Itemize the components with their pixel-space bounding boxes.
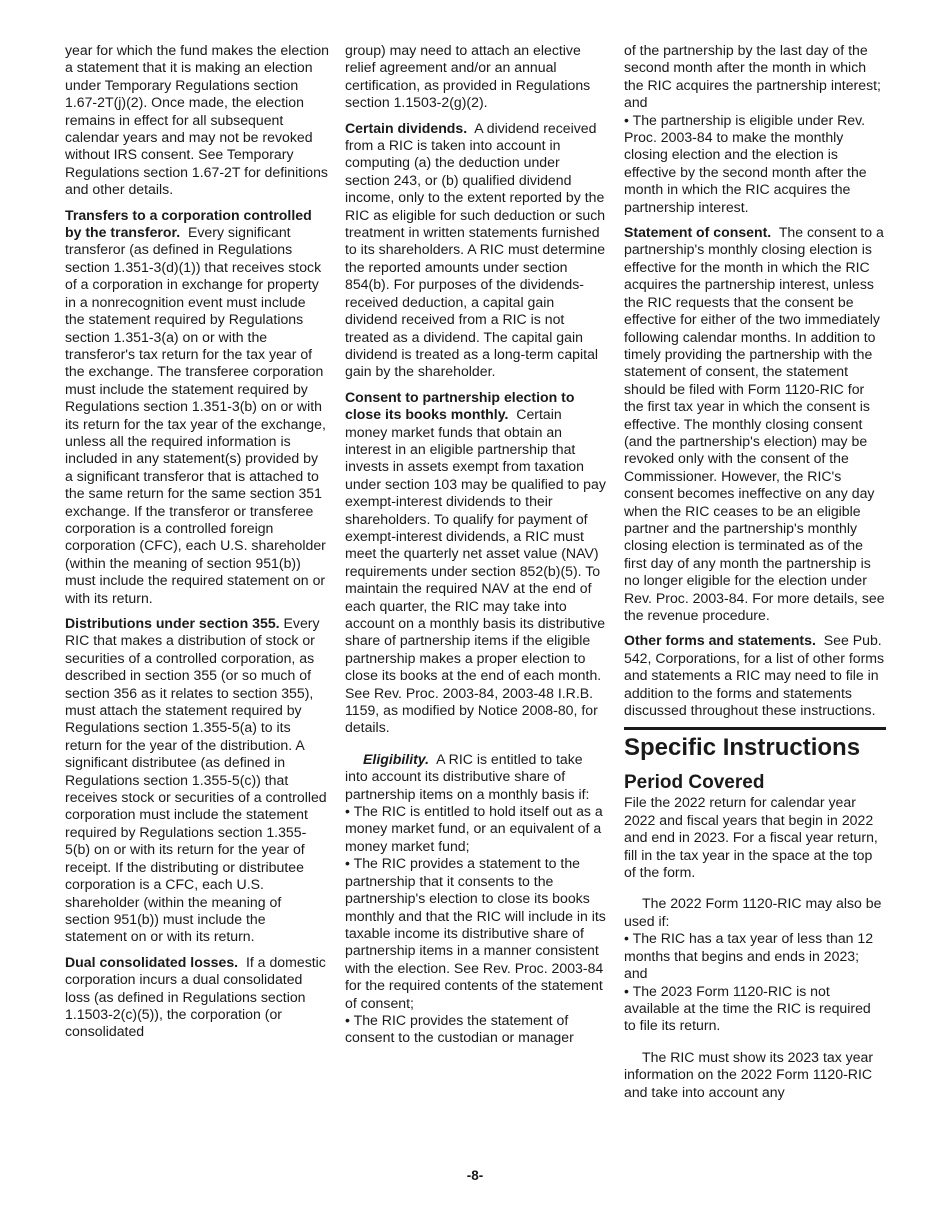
- section-heading-specific-instructions: Specific Instructions: [624, 727, 886, 762]
- heading-dual-losses: Dual consolidated losses.: [65, 953, 239, 970]
- paragraph-distributions: [65, 615, 329, 946]
- heading-transfers: Transfers to a corporation controlled by the transferor.: [65, 206, 312, 241]
- bullet-item: • The 2023 Form 1120-RIC is not available at the time the RIC is required to file its return.: [624, 982, 871, 1034]
- paragraph-other-forms: [624, 632, 886, 719]
- bullet-text: The RIC provides the statement of consent to the custodian or manager: [345, 1011, 574, 1046]
- bullet-item: • The RIC provides a statement to the partnership that it consents to the partnership's election to close its books monthly and that the RIC will include in its taxable income its distributive share of partnership items in a manner consistent with the election. See Rev. Proc. 2003-84 for the required contents of the statement of consent;: [345, 855, 606, 1011]
- heading-statement-consent: Statement of consent.: [624, 224, 772, 241]
- heading-certain-dividends: Certain dividends.: [345, 119, 468, 136]
- bullet-item: • The RIC has a tax year of less than 12 months that begins and ends in 2023; and: [624, 930, 874, 982]
- column-middle: [345, 42, 607, 1047]
- paragraph-transfers: [65, 207, 329, 607]
- paragraph-period-covered: File the 2022 return for calendar year 2022 and fiscal years that begin in 2022 and end in 2023. For a fiscal year return, fill in the tax year in the space at the top of the form.: [624, 794, 878, 881]
- heading-other-forms: Other forms and statements.: [624, 632, 816, 649]
- certain-dividends-body: A dividend received from a RIC is taken into account in computing (a) the deduction under section 243, or (b) qualified dividend income, only to the extent reported by the RIC as eligible for such deduction or such treatment in written statements furnished to its shareholders. A RIC must determine the reported amounts under section 854(b). For purposes of the dividends-received deduction, a capital gain dividend received from a RIC is not treated as a dividend. The capital gain dividend is treated as a long-term capital gain by the shareholder.: [345, 119, 606, 380]
- column-left: [65, 42, 329, 1049]
- bullet-text: The 2023 Form 1120-RIC is not available at the time the RIC is required to file its return.: [624, 982, 871, 1034]
- paragraph-relief-agreement: group) may need to attach an elective relief agreement and/or an annual certification, as provided in Regulations section 1.1503-2(g)(2).: [345, 42, 591, 111]
- heading-eligibility: Eligibility.: [363, 750, 430, 767]
- paragraph-certain-dividends: [345, 120, 607, 381]
- dual-losses-body: If a domestic corporation incurs a dual consolidated loss (as defined in Regulations section 1.1503-2(c)(5)), the corporation (or consolidated: [65, 953, 326, 1040]
- statement-consent-body: The consent to a partnership's monthly closing election is effective for the month in which the RIC acquires the partnership interest, unless the RIC requests that the consent be effective for either of the two immediately following calendar months. In addition to timely providing the partnership with the statement of consent, the statement should be filed with Form 1120-RIC for the first tax year in which the consent is effective. The monthly closing consent (and the partnership's election) may be revoked only with the consent of the Commissioner. However, the RIC's consent becomes ineffective on any day when the RIC ceases to be an eligible partner and the partnership's monthly closing election is terminated as of the first day of any month the partnership is no longer eligible for the election under Rev. Proc. 2003-84. For more details, see the revenue procedure.: [624, 224, 885, 623]
- paragraph-consent-partnership: [345, 389, 607, 737]
- bullet-item: • The partnership is eligible under Rev. Proc. 2003-84 to make the monthly closing election and the election is effective by the second month after the month in which the RIC acquires the partnership interest.: [624, 111, 867, 215]
- paragraph-also-used: The 2022 Form 1120-RIC may also be used if:: [624, 895, 882, 929]
- bullet-text: The RIC provides a statement to the partnership that it consents to the partnership's election to close its books monthly and that the RIC will include in its taxable income its distributive share of partnership items in a manner consistent with the election. See Rev. Proc. 2003-84 for the required contents of the statement of consent;: [345, 855, 606, 1011]
- transfers-body: Every significant transferor (as defined in Regulations section 1.351-3(d)(1)) that receives stock of a corporation in exchange for property in a nonrecognition event must include the statement required by Regulations section 1.351-3(a) on or with the transferor's tax return for the tax year of the exchange. The transferee corporation must include the statement required by Regulations section 1.351-3(b) on or with its return for the tax year of the exchange, unless all the required information is included in any statement(s) provided by a significant transferor that is attached to the same return for the same section 351 exchange. If the transferor or transferee corporation is a controlled foreign corporation (CFC), each U.S. shareholder (within the meaning of section 951(b)) must include the required statement on or with its return.: [65, 224, 326, 606]
- bullet-item: • The RIC is entitled to hold itself out as a money market fund, or an equivalent of a money market fund;: [345, 803, 603, 854]
- bullet-text: The RIC is entitled to hold itself out as a money market fund, or an equivalent of a money market fund;: [345, 803, 603, 854]
- subheading-period-covered: Period Covered: [624, 772, 765, 794]
- paragraph-statement-consent: [624, 224, 886, 624]
- heading-distributions: Distributions under section 355.: [65, 615, 280, 631]
- consent-partnership-body: Certain money market funds that obtain an interest in an eligible partnership that invests in assets exempt from taxation under section 103 may be qualified to pay exempt-interest dividends to their shareholders. To qualify for payment of exempt-interest dividends, a RIC must meet the quarterly net asset value (NAV) requirements under section 852(b)(5). To maintain the required NAV at the end of each quarter, the RIC may take into account on a monthly basis its distributive share of partnership items if the eligible partnership makes a proper election to close its books at the end of each month. See Rev. Proc. 2003-84, 2003-48 I.R.B. 1159, as modified by Notice 2008-80, for details.: [345, 406, 606, 736]
- paragraph-2023-info: The RIC must show its 2023 tax year information on the 2022 Form 1120-RIC and take into account any: [624, 1048, 874, 1100]
- paragraph-dual-losses: [65, 954, 329, 1041]
- eligibility-body: A RIC is entitled to take into account its distributive share of partnership items on a monthly basis if:: [345, 750, 590, 802]
- bullet-item: • The RIC provides the statement of consent to the custodian or manager: [345, 1011, 574, 1046]
- distributions-body: Every RIC that makes a distribution of stock or securities of a controlled corporation, as described in section 355 (or so much of section 356 as it relates to section 355), must attach the statement required by Regulations section 1.355-5(a) to its return for the year of the distribution. A significant distributee (as defined in Regulations section 1.355-5(c)) that receives stock or securities of a controlled corporation must include the statement required by Regulations section 1.355-5(b) on or with its return for the year of receipt. If the distributing or distributee corporation is a CFC, each U.S. shareholder (within the meaning of section 951(b)) must include the statement on or with its return.: [65, 615, 327, 945]
- bullet-text: The RIC has a tax year of less than 12 months that begins and ends in 2023; and: [624, 930, 874, 982]
- column-right: [624, 42, 886, 1109]
- paragraph-election-statement: year for which the fund makes the election a statement that it is making an election under Temporary Regulations section 1.67-2T(j)(2). Once made, the election remains in effect for all subsequent calendar years and may not be revoked without IRS consent. See Temporary Regulations section 1.67-2T for definitions and other details.: [65, 42, 330, 198]
- bullet-text: The partnership is eligible under Rev. Proc. 2003-84 to make the monthly closing election and the election is effective by the second month after the month in which the RIC acquires the partnership interest.: [624, 111, 867, 215]
- paragraph-eligibility: [345, 751, 607, 803]
- other-forms-body: See Pub. 542, Corporations, for a list of other forms and statements a RIC may need to file in addition to the forms and statements discussed throughout these instructions.: [624, 632, 885, 719]
- paragraph-partnership-last-day: of the partnership by the last day of the second month after the month in which the RIC acquires the partnership interest; and: [624, 42, 881, 111]
- heading-consent-partnership: Consent to partnership election to close its books monthly.: [345, 388, 575, 423]
- page-number: -8-: [466, 1168, 484, 1183]
